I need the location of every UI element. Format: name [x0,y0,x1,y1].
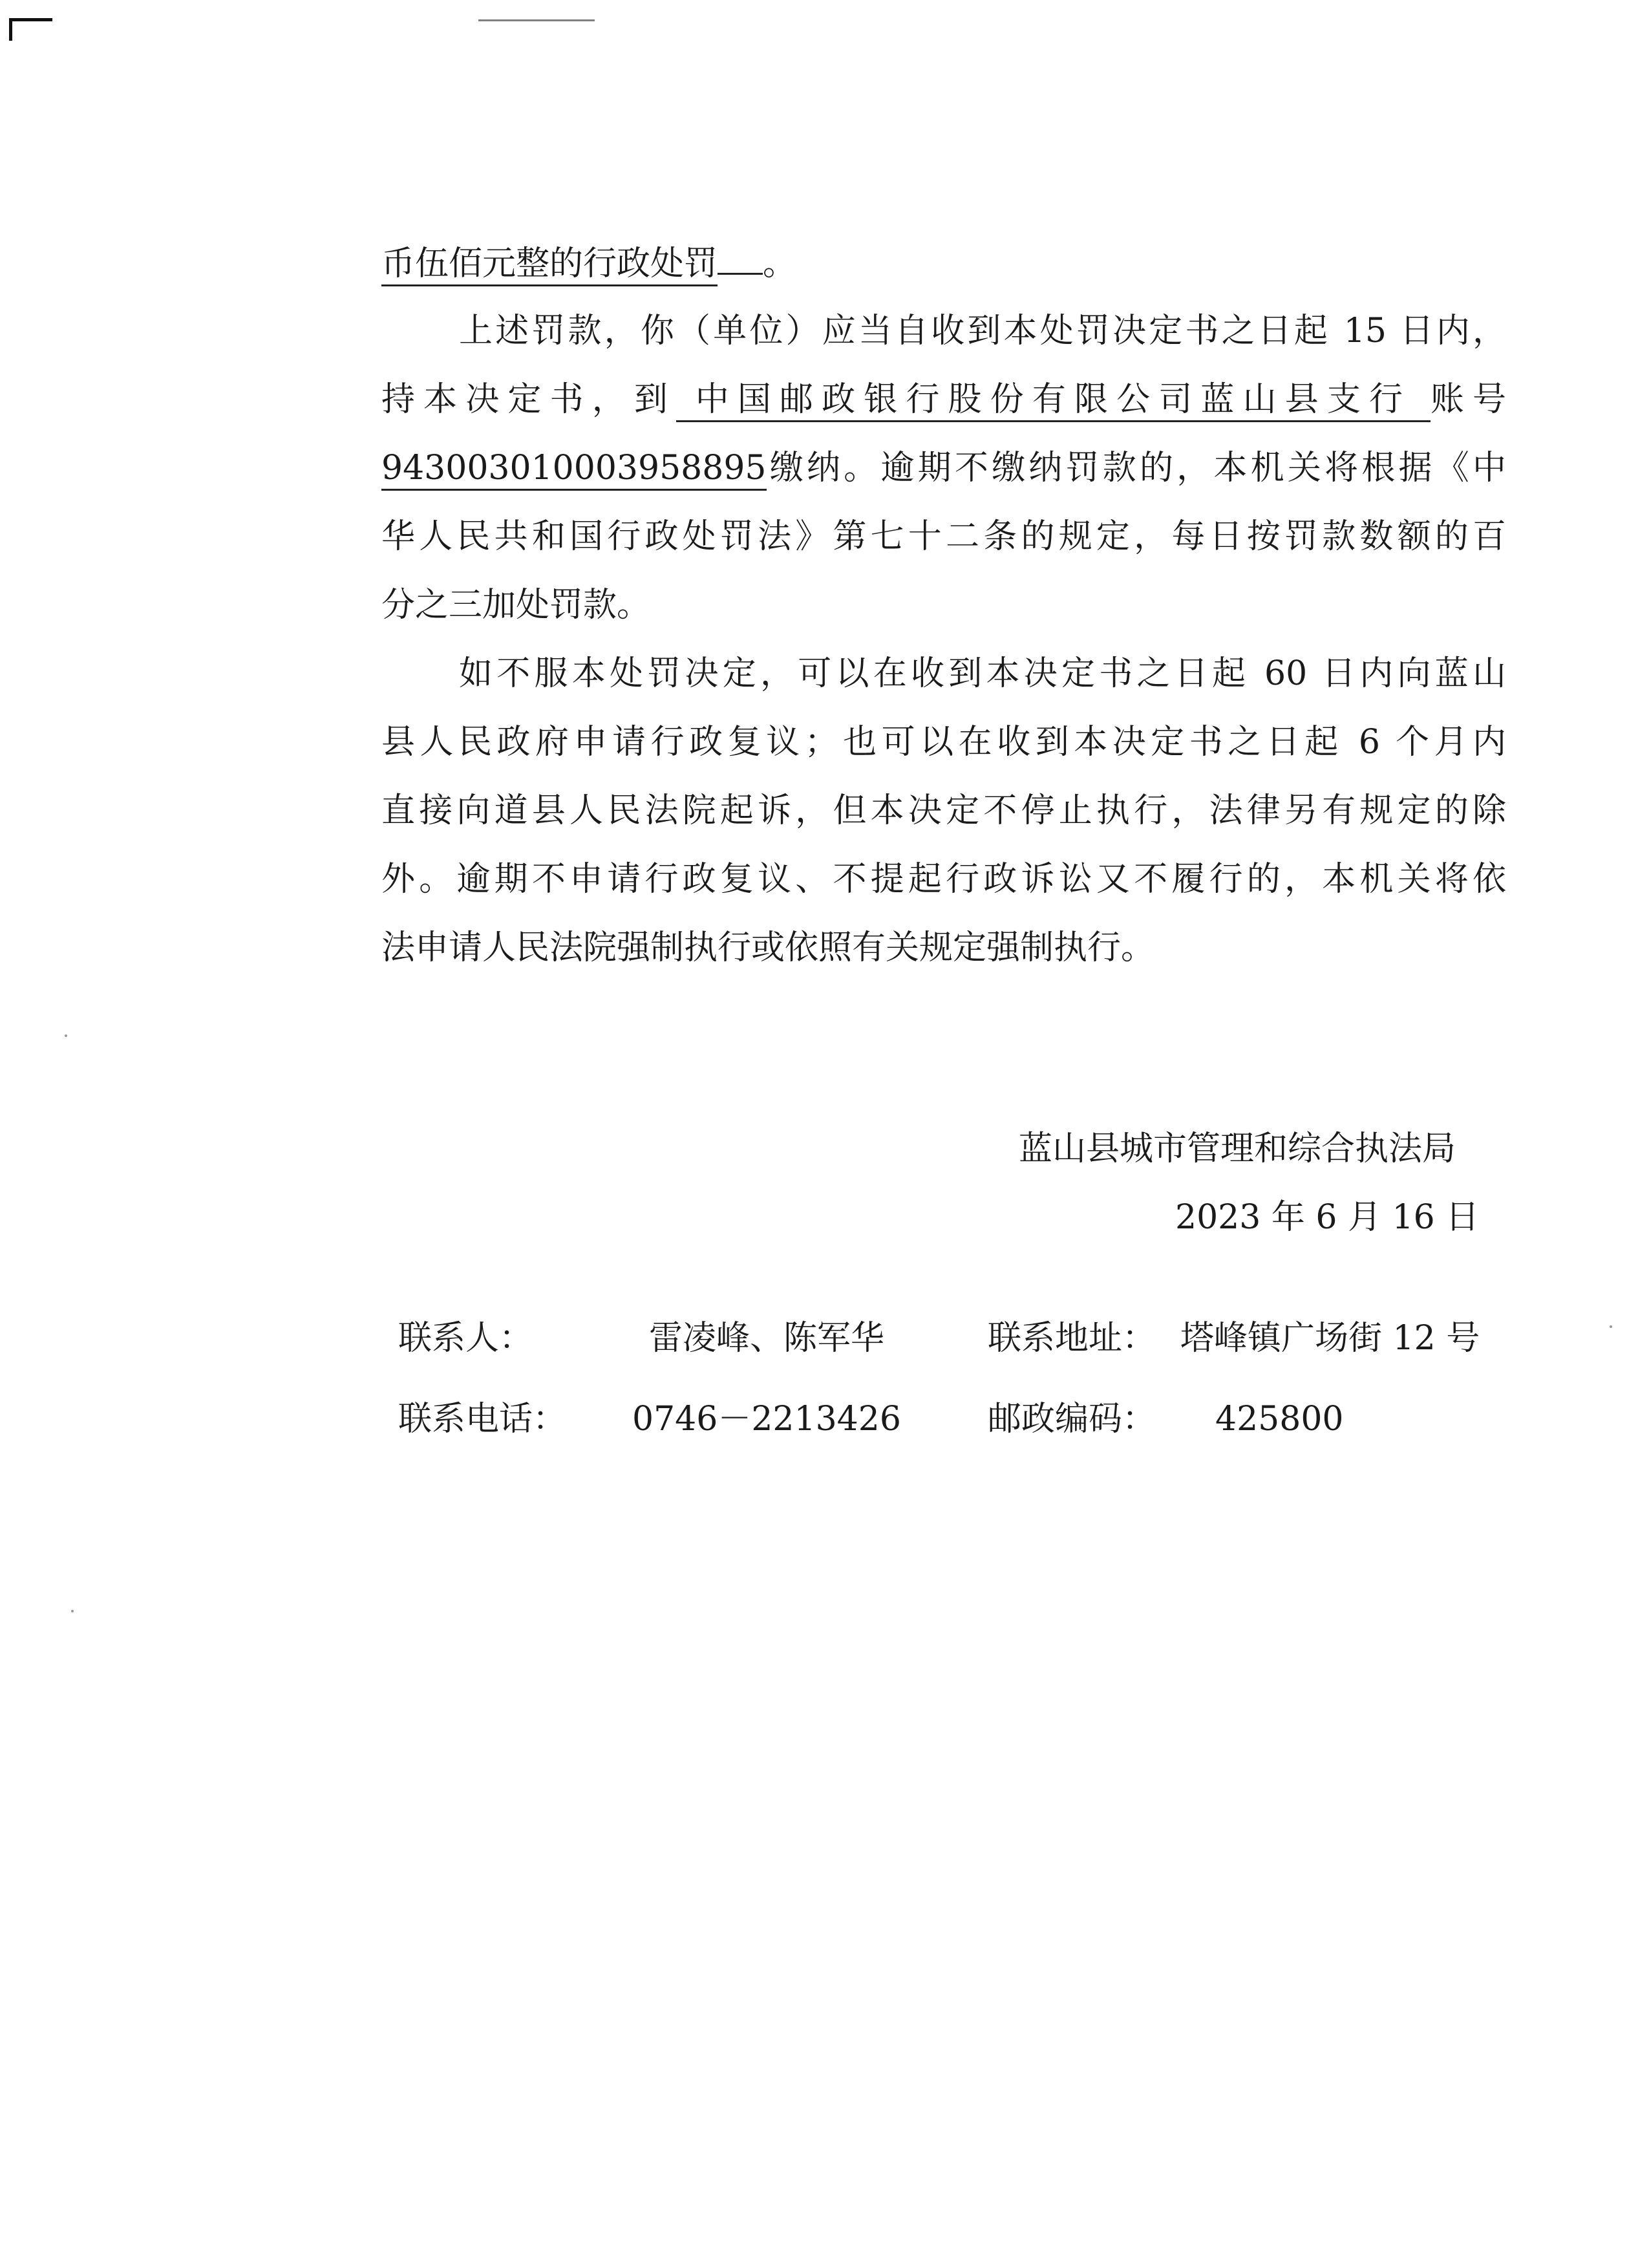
scan-corner-mark [9,18,52,41]
body-line-9: 直接向道县人民法院起诉，但本决定不停止执行，法律另有规定的除 [381,791,1506,830]
body-line-4: 943003010003958895缴纳。逾期不缴纳罚款的，本机关将根据《中 [381,445,1506,491]
bank-name: 中国邮政银行股份有限公司蓝山县支行 [676,380,1431,422]
body-line-8: 县人民政府申请行政复议；也可以在收到本决定书之日起 6 个月内 [381,723,1506,762]
scan-speck [1610,1325,1612,1328]
scan-top-mark [478,19,595,21]
contact-phone-value: 0746－2213426 [632,1400,901,1439]
body-line-2: 上述罚款，你（单位）应当自收到本处罚决定书之日起 15 日内， [459,312,1506,350]
body-line-1: 币伍佰元整的行政处罚 。 [381,241,1506,286]
issue-date: 2023 年 6 月 16 日 [1175,1198,1480,1237]
body-line-5: 华人民共和国行政处罚法》第七十二条的规定，每日按罚款数额的百 [381,517,1506,556]
penalty-text: 币伍佰元整的行政处罚 [381,244,718,286]
contact-person-label: 联系人： [398,1319,533,1358]
body-line-6: 分之三加处罚款。 [381,586,651,625]
body-line-11: 法申请人民法院强制执行或依照有关规定强制执行。 [381,928,1155,967]
scan-speck [71,1610,74,1612]
issuing-organization: 蓝山县城市管理和综合执法局 [1019,1129,1456,1168]
body-line-7: 如不服本处罚决定，可以在收到本决定书之日起 60 日内向蓝山 [459,654,1506,693]
scan-speck [65,1034,67,1037]
contact-postcode-value: 425800 [1215,1400,1344,1439]
contact-address-label: 联系地址： [988,1319,1156,1358]
account-number: 943003010003958895 [381,449,767,491]
body-line-3: 持本决定书，到 中国邮政银行股份有限公司蓝山县支行 账号 [381,377,1506,422]
contact-postcode-label: 邮政编码： [988,1400,1156,1439]
contact-phone-label: 联系电话： [398,1400,567,1439]
underline-pad [718,272,763,275]
contact-person-value: 雷凌峰、陈军华 [649,1319,885,1358]
contact-address-value: 塔峰镇广场街 12 号 [1180,1319,1480,1358]
body-line-10: 外。逾期不申请行政复议、不提起行政诉讼又不履行的，本机关将依 [381,860,1506,899]
